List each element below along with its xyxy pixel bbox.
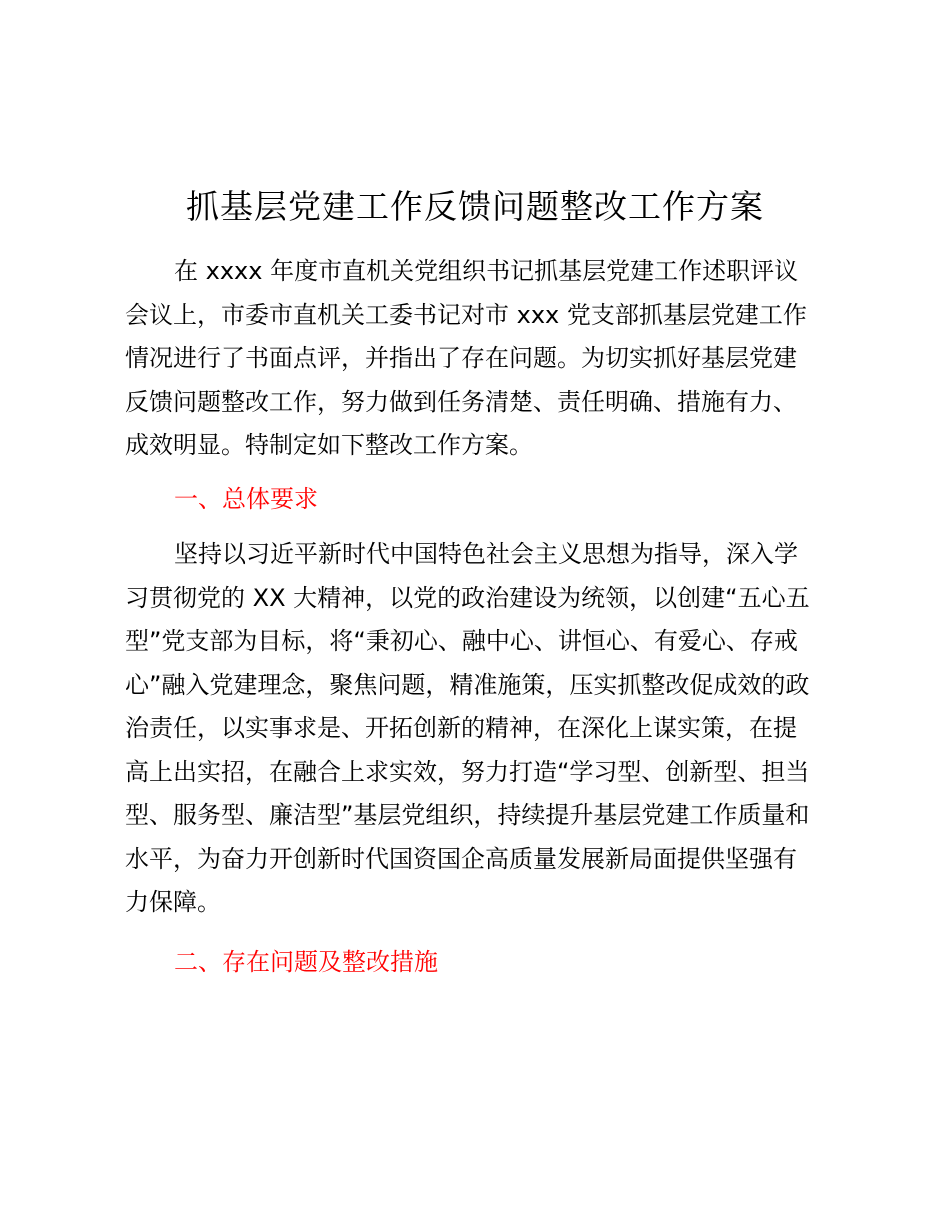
document-title: 抓基层党建工作反馈问题整改工作方案 [186, 187, 764, 226]
paragraph-line: 心”融入党建理念，聚焦问题，精准施策，压实抓整改促成效的政 [125, 670, 810, 699]
intro-line: 成效明显。特制定如下整改工作方案。 [125, 431, 533, 459]
paragraph-line: 习贯彻党的 XX 大精神，以党的政治建设为统领，以创建“五心五 [125, 583, 810, 612]
intro-paragraph [125, 250, 835, 468]
paragraph-line: 型”党支部为目标，将“秉初心、融中心、讲恒心、有爱心、存戒 [125, 627, 798, 655]
section-heading-general-requirements: 一、总体要求 [174, 485, 318, 513]
paragraph-line: 力保障。 [125, 888, 221, 916]
general-requirements-paragraph [125, 533, 835, 925]
paragraph-line: 水平，为奋力开创新时代国资国企高质量发展新局面提供坚强有 [125, 844, 797, 873]
paragraph-line: 高上出实招，在融合上求实效，努力打造“学习型、创新型、担当 [125, 757, 810, 786]
intro-line: 在 xxxx 年度市直机关党组织书记抓基层党建工作述职评议 [174, 257, 799, 285]
section-heading-problems-and-measures: 二、存在问题及整改措施 [174, 948, 438, 976]
intro-line: 会议上，市委市直机关工委书记对市 xxx 党支部抓基层党建工作 [125, 300, 807, 329]
paragraph-line: 坚持以习近平新时代中国特色社会主义思想为指导，深入学 [174, 540, 798, 568]
paragraph-line: 治责任，以实事求是、开拓创新的精神，在深化上谋实策，在提 [125, 714, 797, 742]
paragraph-line: 型、服务型、廉洁型”基层党组织，持续提升基层党建工作质量和 [125, 801, 810, 829]
intro-line: 情况进行了书面点评，并指出了存在问题。为切实抓好基层党建 [125, 344, 797, 372]
intro-line: 反馈问题整改工作，努力做到任务清楚、责任明确、措施有力、 [125, 387, 797, 416]
